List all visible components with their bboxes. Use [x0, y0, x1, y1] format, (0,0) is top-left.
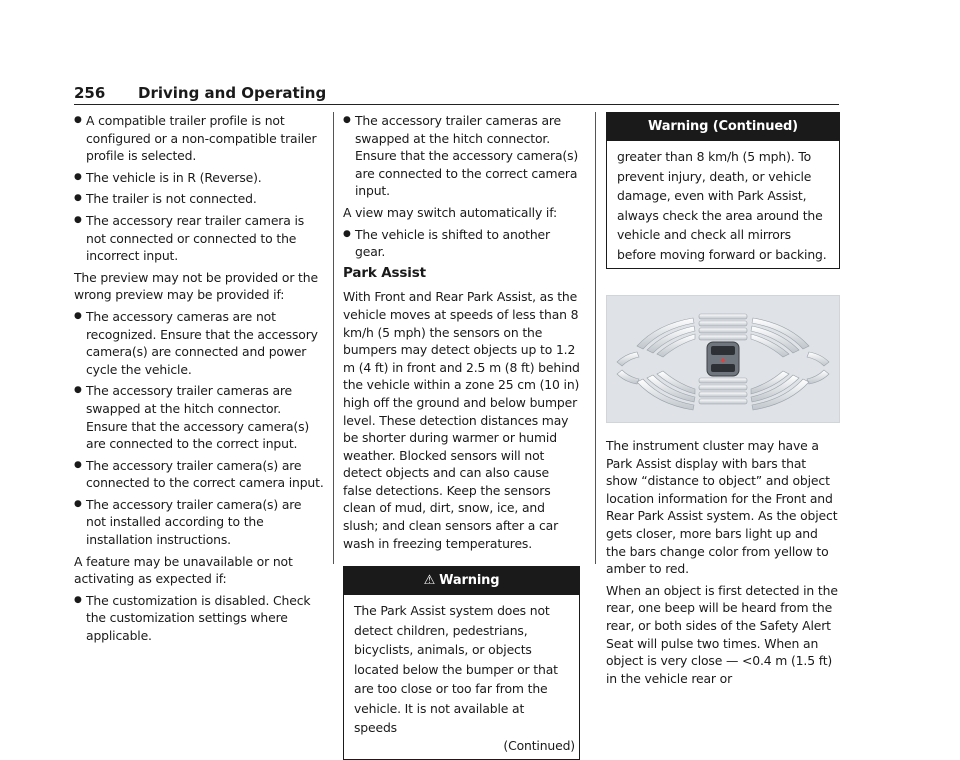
bullet-dot-icon: ● [74, 310, 82, 321]
bullet-dot-icon: ● [74, 115, 82, 125]
column-3 [606, 112, 840, 691]
continued-label: (Continued) [503, 737, 575, 753]
bullet-dot-icon: ● [74, 193, 82, 204]
paragraph: The instrument cluster may have a Park Assist display with bars that show “distance to object” and object location information for the Front and Rear Park Assist system. As the object gets closer, more bars light up and the bars change color from yellow to amber to red. [606, 438, 838, 577]
page-number: 256 [74, 84, 106, 102]
bullet-dot-icon: ● [74, 459, 82, 470]
bullet-dot-icon: ● [74, 594, 82, 605]
park-assist-display-figure [606, 295, 840, 423]
bullet-dot-icon: ● [343, 228, 351, 239]
list-item: ● The trailer is not connected. [74, 191, 257, 207]
svg-text:◆: ◆ [720, 357, 726, 364]
column-2 [343, 112, 580, 760]
list-item: ● The accessory cameras are not recognized. Ensure that the accessory camera(s) are connected and power cycle the vehicle. [74, 308, 318, 377]
list-item: ● The customization is disabled. Check the customization settings where applicable. [74, 592, 311, 644]
warning-title: Warning [439, 573, 500, 589]
list-item: ● The accessory trailer cameras are swapped at the hitch connector. Ensure that the accessory camera(s) are connected to the correct input. [74, 383, 310, 452]
bullet-dot-icon: ● [74, 214, 82, 225]
paragraph: With Front and Rear Park Assist, as the vehicle moves at speeds of less than 8 km/h (5 mph) the sensors on the bumpers may detect objects up to 1.2 m (4 ft) in front and 2.5 m (8 ft) behind the vehicle within a zone 25 cm (10 in) high off the ground and below bumper level. These detection distances may be shorter during warmer or humid weather. Blocked sensors will not detect objects and can also cause false detections. Keep the sensors clean of mud, dirt, snow, ice, and slush; and clean sensors after a car wash in freezing temperatures. [343, 289, 580, 551]
warning-body: greater than 8 km/h (5 mph). To prevent injury, death, or vehicle damage, even with Park Assist, always check the area around the vehicle and check all mirrors before moving forward or backing. [617, 149, 827, 262]
list-item: ● The accessory trailer camera(s) are connected to the correct camera input. [74, 457, 324, 491]
list-item: ● The accessory rear trailer camera is not connected or connected to the incorrect input. [74, 212, 305, 264]
warning-box [343, 566, 580, 760]
list-item: ● The accessory trailer cameras are swapped at the hitch connector. Ensure that the accessory camera(s) are connected to the correct camera input. [343, 113, 579, 199]
vehicle-icon [707, 342, 739, 376]
warning-header [344, 567, 579, 595]
bullet-dot-icon: ● [74, 385, 82, 396]
section-title: Driving and Operating [138, 84, 327, 102]
paragraph: A feature may be unavailable or not activating as expected if: [74, 553, 293, 587]
column-divider [333, 112, 334, 564]
warning-triangle-icon: ⚠ [423, 573, 436, 589]
list-item: ● A compatible trailer profile is not configured or a non-compatible trailer profile is selected. [74, 113, 317, 164]
warning-body: The Park Assist system does not detect children, pedestrians, bicyclists, animals, or objects located below the bumper or that are too close or too far from the vehicle. It is not available at speeds (Continued) [344, 595, 579, 759]
paragraph: The preview may not be provided or the wrong preview may be provided if: [74, 269, 318, 303]
bullet-dot-icon: ● [74, 171, 82, 182]
park-assist-illustration [607, 296, 839, 422]
paragraph: When an object is first detected in the rear, one beep will be heard from the rear, or both sides of the Safety Alert Seat will pulse two times. When an object is very close — <0.4 m (1.5 ft) in the vehicle rear or [606, 582, 838, 686]
list-item: ● The vehicle is shifted to another gear. [343, 226, 550, 260]
paragraph: A view may switch automatically if: [343, 204, 558, 220]
column-divider [595, 112, 596, 564]
warning-box [606, 112, 840, 269]
list-item: ● The vehicle is in R (Reverse). [74, 169, 262, 185]
warning-header: Warning (Continued) [607, 113, 839, 141]
section-heading: Park Assist [343, 264, 426, 281]
column-1 [74, 112, 324, 649]
page-header [74, 84, 839, 105]
bullet-dot-icon: ● [343, 115, 351, 125]
bullet-dot-icon: ● [74, 498, 82, 509]
list-item: ● The accessory trailer camera(s) are not installed according to the installation instructions. [74, 496, 302, 548]
